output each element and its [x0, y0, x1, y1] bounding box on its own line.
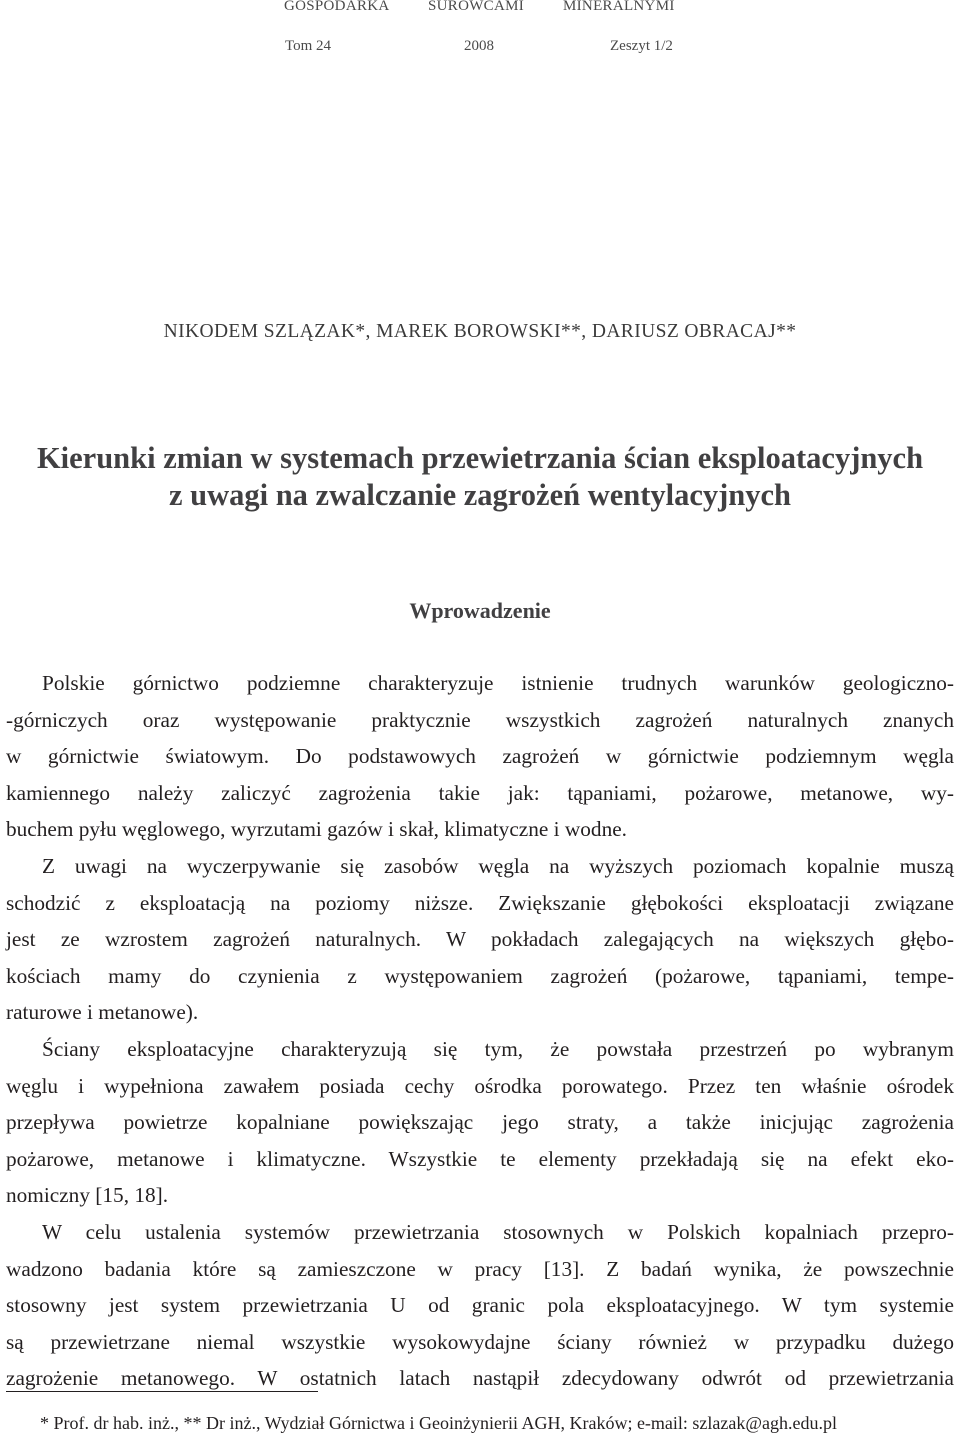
body-line: buchem pyłu węglowego, wyrzutami gazów i skał, klimatyczne i wodne. [6, 817, 627, 842]
body-line: nomiczny [15, 18]. [6, 1183, 169, 1208]
article-title [0, 440, 960, 514]
body-line: węglu i wypełniona zawałem posiada cechy ośrodka porowatego. Przez ten właśnie ośrodek [6, 1073, 954, 1098]
volume-number: Tom 24 [285, 38, 332, 54]
body-line: jest ze wzrostem zagrożeń naturalnych. W pokładach zalegających na większych głębo- [6, 927, 954, 952]
body-line: Z uwagi na wyczerpywanie się zasobów węgla na wyższych poziomach kopalnie muszą [42, 853, 954, 878]
body-line: są przewietrzane niemal wszystkie wysokowydajne ściany również w przypadku dużego [6, 1329, 954, 1354]
body-line: schodzić z eksploatacją na poziomy niższe. Zwiększanie głębokości eksploatacji związane [6, 890, 954, 915]
issue-number: Zeszyt 1/2 [610, 38, 673, 54]
journal-name-word-3: MINERALNYMI [563, 0, 675, 14]
volume-info [0, 38, 960, 58]
author-affiliation-footnote: * Prof. dr hab. inż., ** Dr inż., Wydział Górnictwa i Geoinżynierii AGH, Kraków; e-mail: szlazak@agh.edu.pl [40, 1413, 837, 1433]
body-line: -górniczych oraz występowanie praktycznie wszystkich zagrożeń naturalnych znanych [6, 707, 954, 732]
body-line: stosowny jest system przewietrzania U od granic pola eksploatacyjnego. W tym systemie [6, 1293, 954, 1318]
body-line: w górnictwie światowym. Do podstawowych zagrożeń w górnictwie podziemnym węgla [6, 744, 954, 769]
body-line: kamiennego należy zaliczyć zagrożenia takie jak: tąpaniami, pożarowe, metanowe, wy- [6, 780, 954, 805]
body-line: zagrożenie metanowego. W ostatnich latach nastąpił zdecydowany odwrót od przewietrzania [6, 1366, 954, 1391]
article-authors: NIKODEM SZLĄZAK*, MAREK BOROWSKI**, DARIUSZ OBRACAJ** [163, 321, 797, 342]
body-line: W celu ustalenia systemów przewietrzania stosownych w Polskich kopalniach przepro- [42, 1219, 954, 1244]
body-line: pożarowe, metanowe i klimatyczne. Wszystkie te elementy przekładają się na efekt eko- [6, 1146, 954, 1171]
body-line: raturowe i metanowe). [6, 1000, 199, 1025]
body-line: Ściany eksploatacyjne charakteryzują się tym, że powstała przestrzeń po wybranym [42, 1036, 954, 1061]
journal-name-word-2: SUROWCAMI [428, 0, 525, 14]
journal-header [0, 0, 960, 20]
body-line: kościach mamy do czynienia z występowaniem zagrożeń (pożarowe, tąpaniami, tempe- [6, 963, 954, 988]
footnote-divider [6, 1391, 318, 1392]
body-line: przepływa powietrze kopalniane powiększając jego straty, a także inicjując zagrożenia [6, 1110, 954, 1135]
body-line: wadzono badania które są zamieszczone w pracy [13]. Z badań wynika, że powszechnie [6, 1256, 954, 1281]
journal-name-word-1: GOSPODARKA [284, 0, 390, 14]
title-line: Kierunki zmian w systemach przewietrzania ścian eksploatacyjnych [36, 441, 924, 475]
publication-year: 2008 [464, 38, 494, 54]
body-text [6, 665, 954, 1397]
title-line: z uwagi na zwalczanie zagrożeń wentylacyjnych [168, 478, 792, 512]
section-heading: Wprowadzenie [409, 598, 551, 623]
body-line: Polskie górnictwo podziemne charakteryzuje istnienie trudnych warunków geologiczno- [42, 671, 954, 695]
